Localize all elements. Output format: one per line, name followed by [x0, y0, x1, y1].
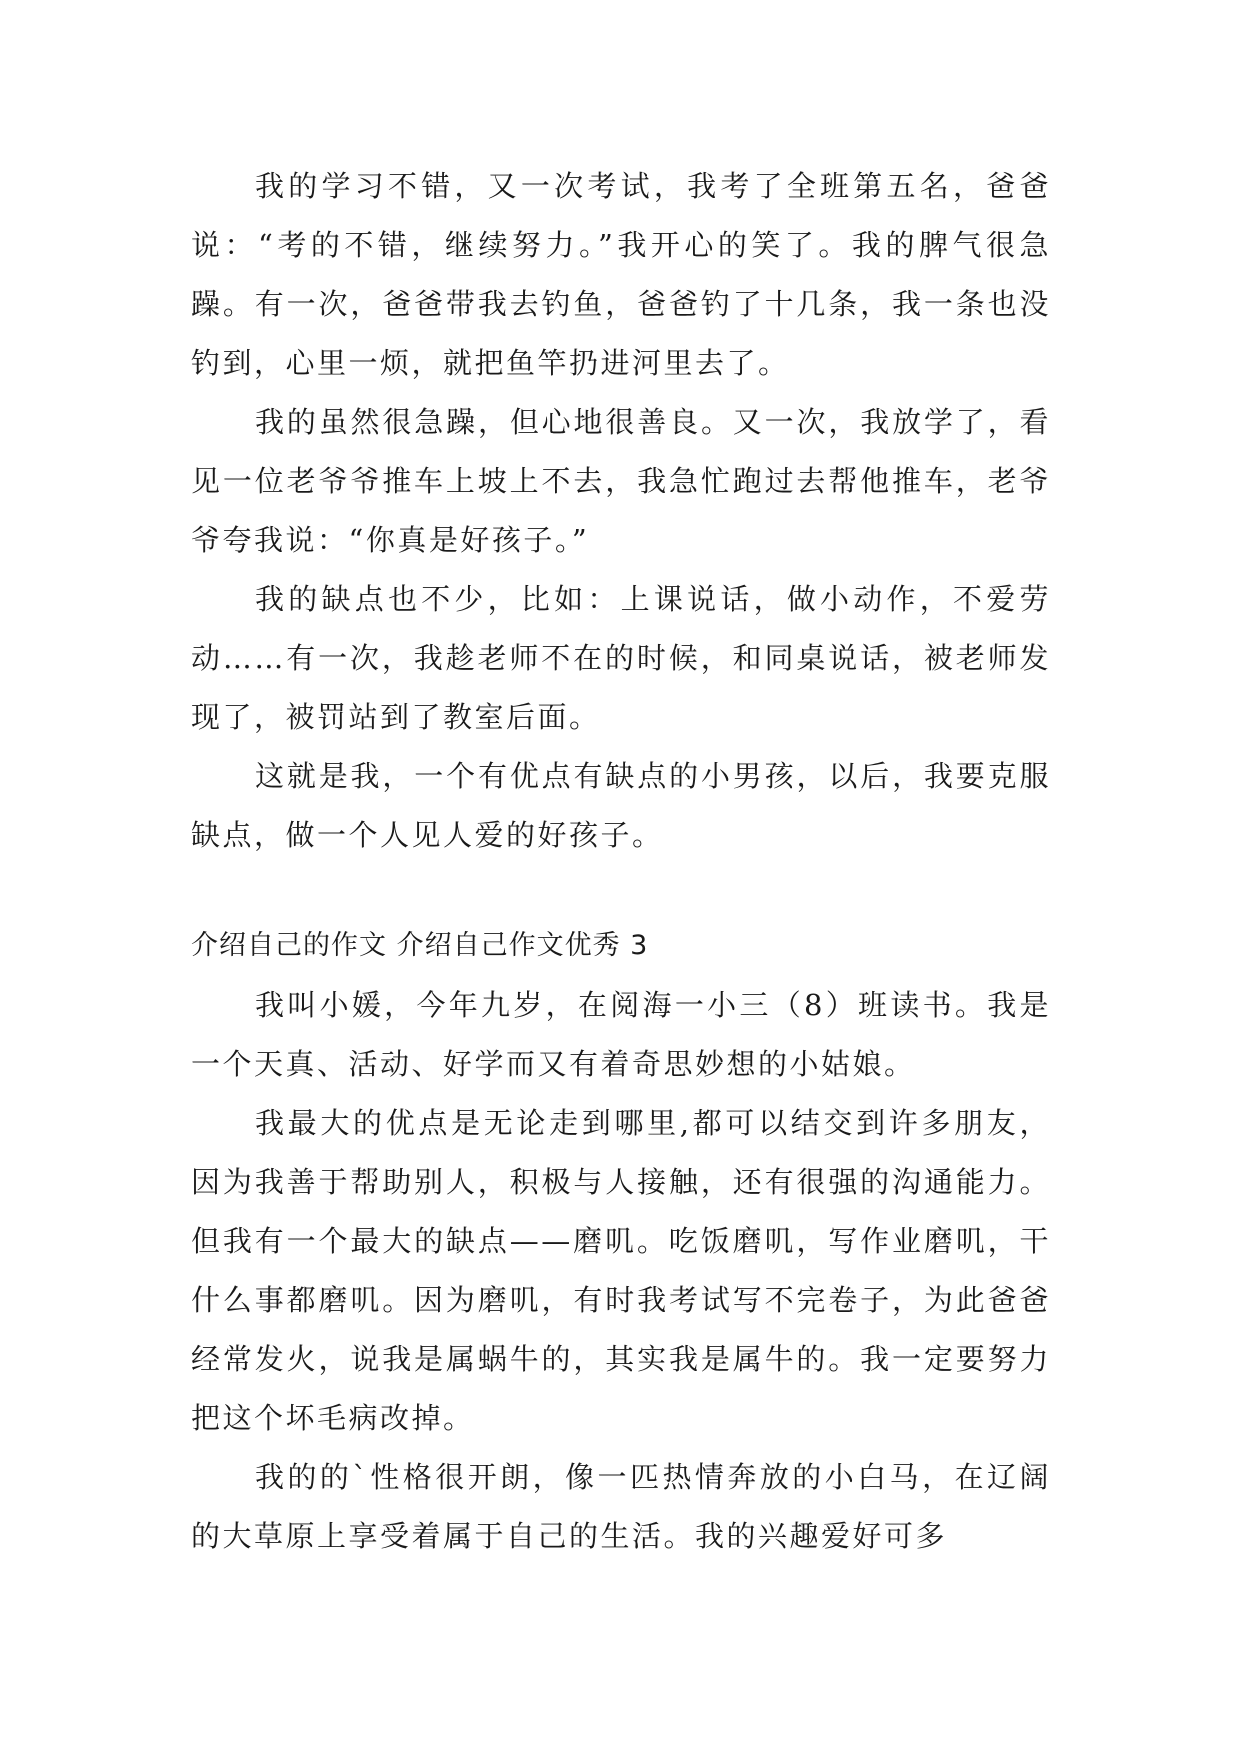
- paragraph-introduction: 我叫小媛，今年九岁，在阅海一小三（8）班读书。我是一个天真、活动、好学而又有着奇思妙想的小姑娘。: [191, 988, 1051, 1081]
- paragraph-conclusion: 这就是我，一个有优点有缺点的小男孩，以后，我要克服缺点，做一个人见人爱的好孩子。: [191, 759, 1051, 852]
- essay-section-continued: [191, 157, 1051, 865]
- essay-section-3: [191, 916, 1051, 1566]
- paragraph-kind-heart: 我的虽然很急躁，但心地很善良。又一次，我放学了，看见一位老爷爷推车上坡上不去，我急忙跑过去帮他推车，老爷爷夸我说：“你真是好孩子。”: [191, 405, 1051, 557]
- paragraph-strengths-weakness: 我最大的优点是无论走到哪里,都可以结交到许多朋友，因为我善于帮助别人，积极与人接触，还有很强的沟通能力。但我有一个最大的缺点——磨叽。吃饭磨叽，写作业磨叽，干什么事都磨叽。因为磨叽，有时我考试写不完卷子，为此爸爸经常发火，说我是属蜗牛的，其实我是属牛的。我一定要努力把这个坏毛病改掉。: [191, 1106, 1051, 1435]
- section-heading: 介绍自己的作文 介绍自己作文优秀 3: [191, 930, 649, 961]
- paragraph-study-and-temper: 我的学习不错，又一次考试，我考了全班第五名，爸爸说：“考的不错，继续努力。”我开心的笑了。我的脾气很急躁。有一次，爸爸带我去钓鱼，爸爸钓了十几条，我一条也没钓到，心里一烦，就把鱼竿扔进河里去了。: [191, 169, 1051, 380]
- paragraph-personality: 我的的`性格很开朗，像一匹热情奔放的小白马，在辽阔的大草原上享受着属于自己的生活。我的兴趣爱好可多: [191, 1460, 1051, 1553]
- paragraph-shortcomings: 我的缺点也不少，比如：上课说话，做小动作，不爱劳动……有一次，我趁老师不在的时候，和同桌说话，被老师发现了，被罚站到了教室后面。: [191, 582, 1051, 734]
